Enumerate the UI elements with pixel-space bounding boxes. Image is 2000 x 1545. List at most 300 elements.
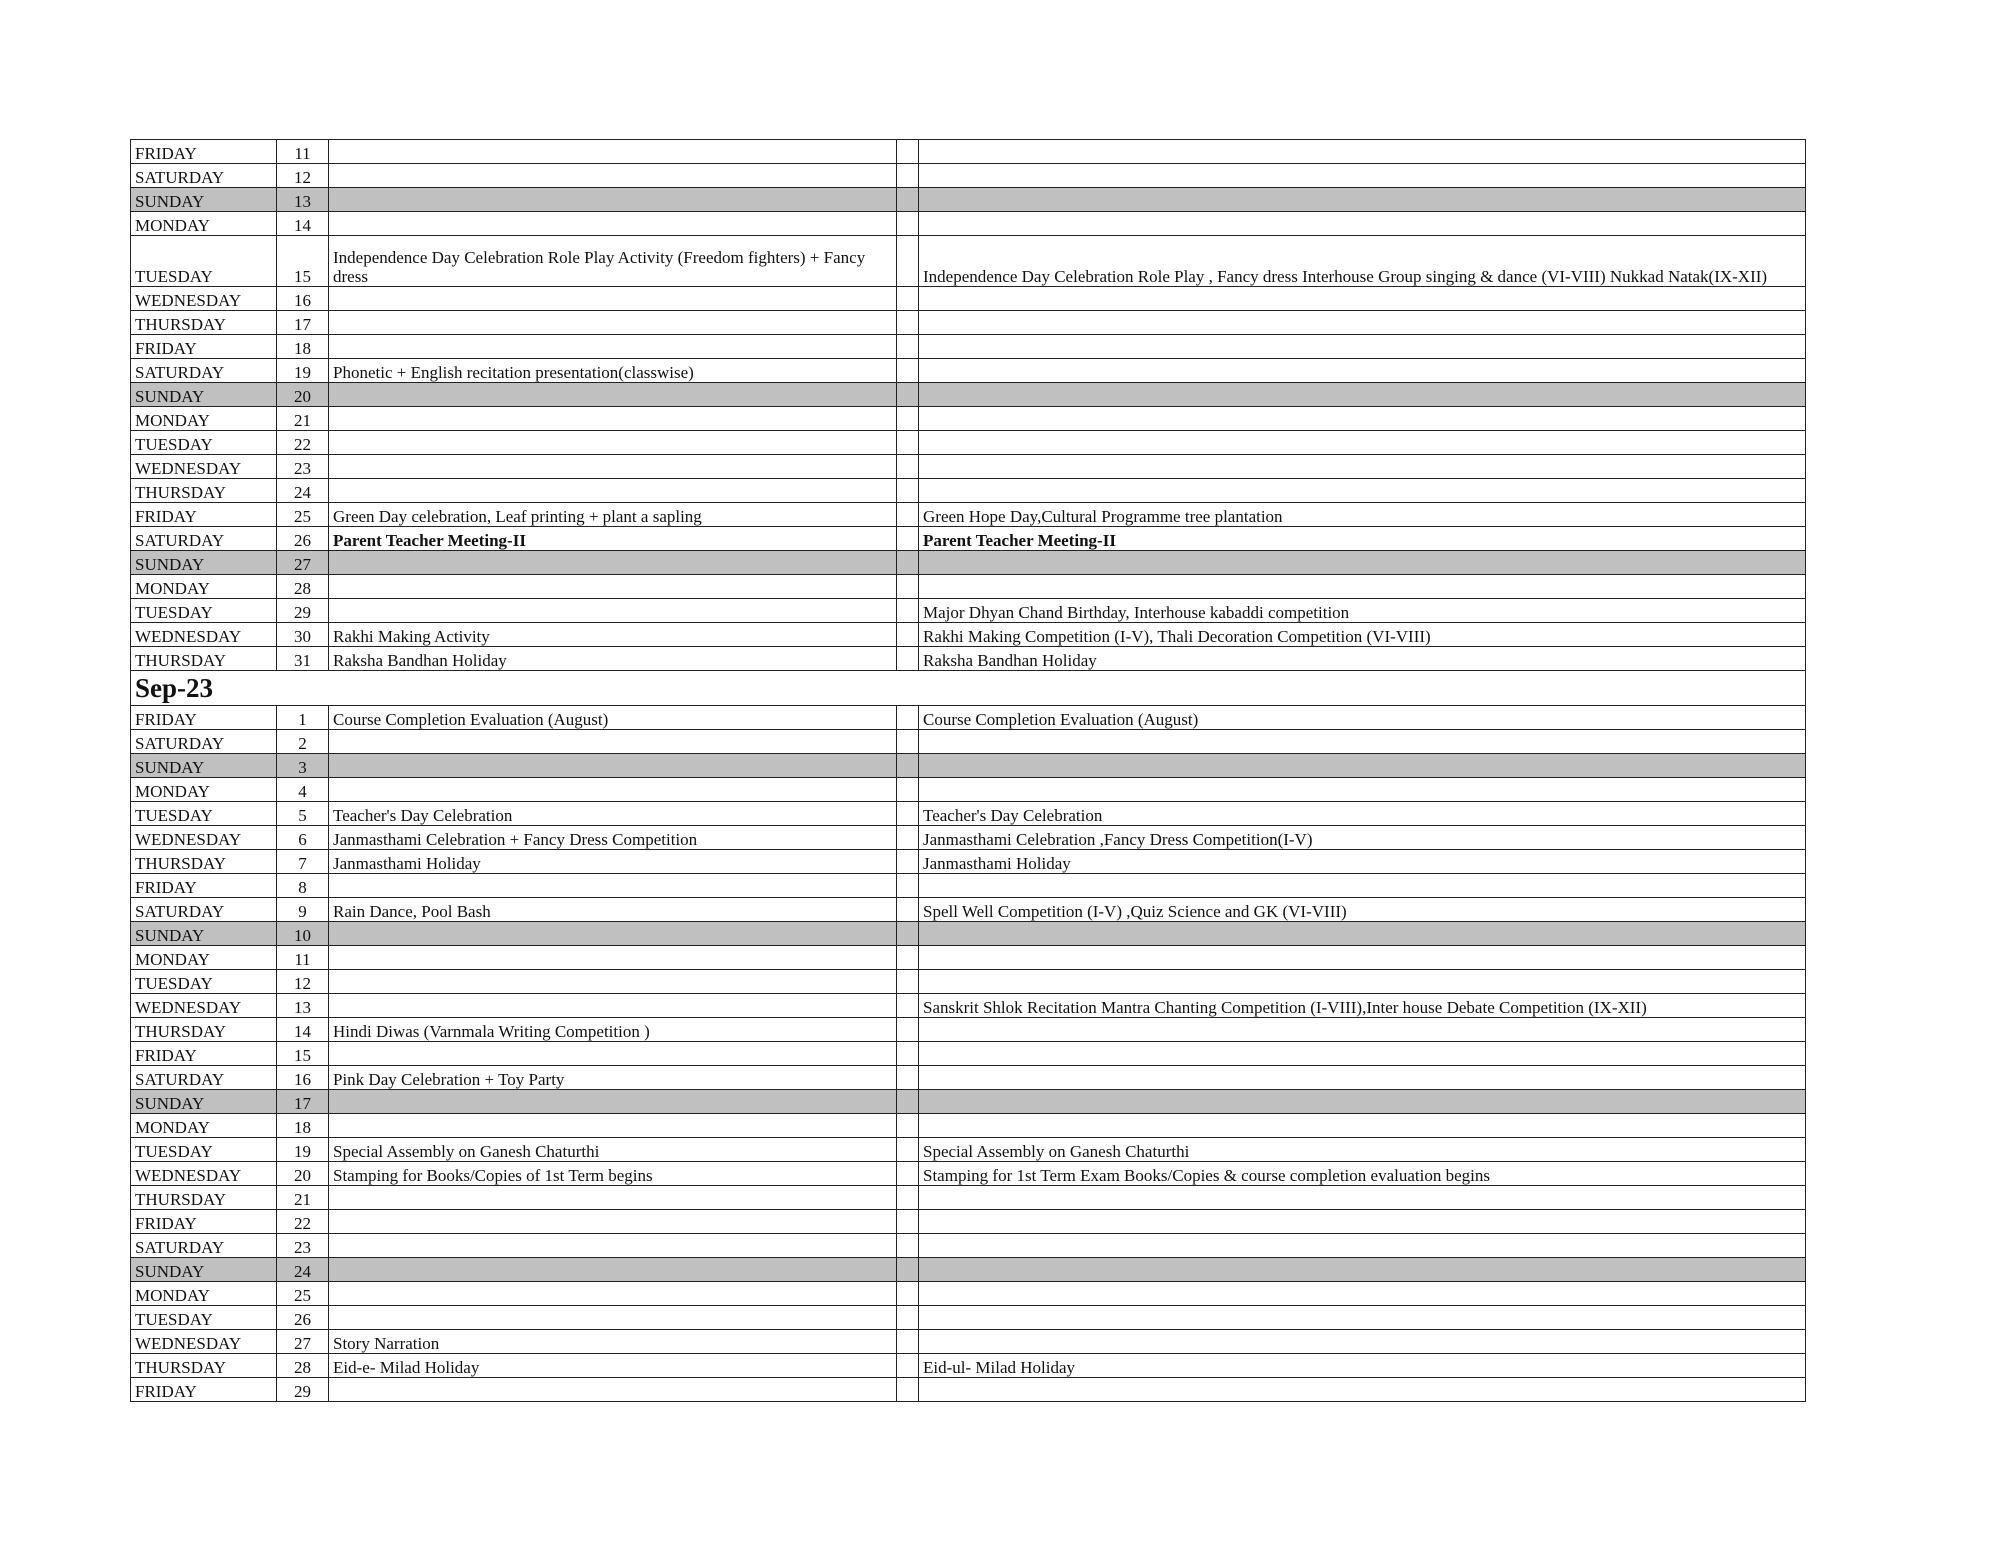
day-cell: FRIDAY <box>131 140 277 164</box>
spacer-cell <box>897 706 919 730</box>
day-cell: SATURDAY <box>131 898 277 922</box>
date-cell: 22 <box>277 431 329 455</box>
spacer-cell <box>897 1306 919 1330</box>
date-cell: 16 <box>277 287 329 311</box>
calendar-row <box>131 1210 1806 1234</box>
pre-primary-activity-cell <box>329 575 897 599</box>
date-cell: 25 <box>277 1282 329 1306</box>
senior-activity-cell: Spell Well Competition (I-V) ,Quiz Science and GK (VI-VIII) <box>919 898 1806 922</box>
spacer-cell <box>897 1090 919 1114</box>
senior-activity-cell <box>919 1330 1806 1354</box>
spacer-cell <box>897 922 919 946</box>
senior-activity-cell <box>919 1042 1806 1066</box>
pre-primary-activity-cell <box>329 431 897 455</box>
calendar-table <box>130 139 1806 1402</box>
senior-activity-cell <box>919 1282 1806 1306</box>
month-header-row <box>131 671 1806 706</box>
pre-primary-activity-cell <box>329 551 897 575</box>
date-cell: 12 <box>277 970 329 994</box>
calendar-row <box>131 1138 1806 1162</box>
senior-activity-cell <box>919 188 1806 212</box>
day-cell: MONDAY <box>131 407 277 431</box>
date-cell: 26 <box>277 527 329 551</box>
pre-primary-activity-cell: Stamping for Books/Copies of 1st Term begins <box>329 1162 897 1186</box>
date-cell: 3 <box>277 754 329 778</box>
senior-activity-cell: Teacher's Day Celebration <box>919 802 1806 826</box>
calendar-row <box>131 826 1806 850</box>
day-cell: FRIDAY <box>131 1210 277 1234</box>
calendar-row <box>131 970 1806 994</box>
calendar-row <box>131 140 1806 164</box>
pre-primary-activity-cell: Hindi Diwas (Varnmala Writing Competition ) <box>329 1018 897 1042</box>
calendar-row <box>131 599 1806 623</box>
day-cell: FRIDAY <box>131 706 277 730</box>
spacer-cell <box>897 431 919 455</box>
pre-primary-activity-cell <box>329 994 897 1018</box>
date-cell: 13 <box>277 994 329 1018</box>
senior-activity-cell <box>919 1114 1806 1138</box>
calendar-row <box>131 551 1806 575</box>
day-cell: SUNDAY <box>131 383 277 407</box>
calendar-row <box>131 311 1806 335</box>
spacer-cell <box>897 1330 919 1354</box>
day-cell: WEDNESDAY <box>131 994 277 1018</box>
calendar-row <box>131 1090 1806 1114</box>
day-cell: SATURDAY <box>131 730 277 754</box>
date-cell: 18 <box>277 335 329 359</box>
senior-activity-cell: Special Assembly on Ganesh Chaturthi <box>919 1138 1806 1162</box>
date-cell: 26 <box>277 1306 329 1330</box>
calendar-row <box>131 455 1806 479</box>
date-cell: 28 <box>277 1354 329 1378</box>
calendar-row <box>131 575 1806 599</box>
day-cell: SUNDAY <box>131 922 277 946</box>
spacer-cell <box>897 898 919 922</box>
date-cell: 10 <box>277 922 329 946</box>
pre-primary-activity-cell <box>329 407 897 431</box>
calendar-row <box>131 898 1806 922</box>
senior-activity-cell <box>919 874 1806 898</box>
day-cell: FRIDAY <box>131 335 277 359</box>
calendar-row <box>131 1042 1806 1066</box>
calendar-row <box>131 1330 1806 1354</box>
calendar-row <box>131 850 1806 874</box>
day-cell: SATURDAY <box>131 527 277 551</box>
day-cell: SATURDAY <box>131 359 277 383</box>
pre-primary-activity-cell: Independence Day Celebration Role Play Activity (Freedom fighters) + Fancy dress <box>329 236 897 287</box>
date-cell: 13 <box>277 188 329 212</box>
pre-primary-activity-cell <box>329 778 897 802</box>
date-cell: 18 <box>277 1114 329 1138</box>
date-cell: 8 <box>277 874 329 898</box>
calendar-row <box>131 647 1806 671</box>
day-cell: MONDAY <box>131 1282 277 1306</box>
pre-primary-activity-cell: Green Day celebration, Leaf printing + plant a sapling <box>329 503 897 527</box>
calendar-row <box>131 706 1806 730</box>
day-cell: MONDAY <box>131 946 277 970</box>
spacer-cell <box>897 1066 919 1090</box>
senior-activity-cell: Stamping for 1st Term Exam Books/Copies & course completion evaluation begins <box>919 1162 1806 1186</box>
day-cell: TUESDAY <box>131 236 277 287</box>
calendar-row <box>131 623 1806 647</box>
spacer-cell <box>897 1186 919 1210</box>
day-cell: TUESDAY <box>131 802 277 826</box>
day-cell: SUNDAY <box>131 551 277 575</box>
pre-primary-activity-cell: Story Narration <box>329 1330 897 1354</box>
senior-activity-cell <box>919 778 1806 802</box>
senior-activity-cell <box>919 1210 1806 1234</box>
calendar-row <box>131 383 1806 407</box>
pre-primary-activity-cell <box>329 946 897 970</box>
date-cell: 31 <box>277 647 329 671</box>
day-cell: FRIDAY <box>131 503 277 527</box>
senior-activity-cell <box>919 383 1806 407</box>
pre-primary-activity-cell: Course Completion Evaluation (August) <box>329 706 897 730</box>
spacer-cell <box>897 311 919 335</box>
pre-primary-activity-cell <box>329 140 897 164</box>
spacer-cell <box>897 335 919 359</box>
pre-primary-activity-cell <box>329 1042 897 1066</box>
day-cell: WEDNESDAY <box>131 826 277 850</box>
senior-activity-cell <box>919 407 1806 431</box>
senior-activity-cell <box>919 212 1806 236</box>
spacer-cell <box>897 647 919 671</box>
day-cell: TUESDAY <box>131 1306 277 1330</box>
date-cell: 15 <box>277 1042 329 1066</box>
senior-activity-cell: Janmasthami Celebration ,Fancy Dress Competition(I-V) <box>919 826 1806 850</box>
spacer-cell <box>897 970 919 994</box>
date-cell: 19 <box>277 359 329 383</box>
calendar-row <box>131 503 1806 527</box>
day-cell: SUNDAY <box>131 1258 277 1282</box>
pre-primary-activity-cell <box>329 287 897 311</box>
pre-primary-activity-cell: Janmasthami Celebration + Fancy Dress Competition <box>329 826 897 850</box>
spacer-cell <box>897 383 919 407</box>
spacer-cell <box>897 946 919 970</box>
pre-primary-activity-cell <box>329 164 897 188</box>
senior-activity-cell: Rakhi Making Competition (I-V), Thali Decoration Competition (VI-VIII) <box>919 623 1806 647</box>
calendar-row <box>131 1186 1806 1210</box>
date-cell: 4 <box>277 778 329 802</box>
date-cell: 5 <box>277 802 329 826</box>
pre-primary-activity-cell <box>329 212 897 236</box>
senior-activity-cell: Course Completion Evaluation (August) <box>919 706 1806 730</box>
date-cell: 19 <box>277 1138 329 1162</box>
spacer-cell <box>897 1354 919 1378</box>
calendar-row <box>131 527 1806 551</box>
senior-activity-cell <box>919 754 1806 778</box>
spacer-cell <box>897 407 919 431</box>
senior-activity-cell <box>919 1306 1806 1330</box>
date-cell: 2 <box>277 730 329 754</box>
spacer-cell <box>897 754 919 778</box>
pre-primary-activity-cell <box>329 599 897 623</box>
day-cell: SATURDAY <box>131 1234 277 1258</box>
spacer-cell <box>897 994 919 1018</box>
calendar-row <box>131 946 1806 970</box>
calendar-row <box>131 778 1806 802</box>
day-cell: THURSDAY <box>131 1186 277 1210</box>
spacer-cell <box>897 1234 919 1258</box>
date-cell: 24 <box>277 479 329 503</box>
spacer-cell <box>897 1114 919 1138</box>
senior-activity-cell <box>919 164 1806 188</box>
day-cell: SUNDAY <box>131 188 277 212</box>
senior-activity-cell <box>919 1378 1806 1402</box>
date-cell: 14 <box>277 1018 329 1042</box>
pre-primary-activity-cell <box>329 922 897 946</box>
date-cell: 12 <box>277 164 329 188</box>
spacer-cell <box>897 164 919 188</box>
date-cell: 17 <box>277 1090 329 1114</box>
date-cell: 23 <box>277 455 329 479</box>
spacer-cell <box>897 778 919 802</box>
date-cell: 29 <box>277 1378 329 1402</box>
pre-primary-activity-cell: Janmasthami Holiday <box>329 850 897 874</box>
spacer-cell <box>897 1138 919 1162</box>
day-cell: TUESDAY <box>131 431 277 455</box>
date-cell: 27 <box>277 551 329 575</box>
day-cell: THURSDAY <box>131 311 277 335</box>
spacer-cell <box>897 1162 919 1186</box>
senior-activity-cell: Independence Day Celebration Role Play , Fancy dress Interhouse Group singing & dance (VI-VIII) Nukkad Natak(IX-XII) <box>919 236 1806 287</box>
day-cell: TUESDAY <box>131 599 277 623</box>
date-cell: 22 <box>277 1210 329 1234</box>
spacer-cell <box>897 1378 919 1402</box>
pre-primary-activity-cell <box>329 383 897 407</box>
senior-activity-cell <box>919 1066 1806 1090</box>
day-cell: SATURDAY <box>131 164 277 188</box>
senior-activity-cell <box>919 1258 1806 1282</box>
date-cell: 25 <box>277 503 329 527</box>
calendar-row <box>131 359 1806 383</box>
senior-activity-cell <box>919 140 1806 164</box>
pre-primary-activity-cell <box>329 311 897 335</box>
day-cell: THURSDAY <box>131 479 277 503</box>
senior-activity-cell <box>919 730 1806 754</box>
calendar-row <box>131 994 1806 1018</box>
senior-activity-cell <box>919 1090 1806 1114</box>
spacer-cell <box>897 850 919 874</box>
day-cell: SATURDAY <box>131 1066 277 1090</box>
spacer-cell <box>897 287 919 311</box>
calendar-row <box>131 1234 1806 1258</box>
calendar-row <box>131 1162 1806 1186</box>
calendar-body <box>131 140 1806 1402</box>
calendar-row <box>131 188 1806 212</box>
spacer-cell <box>897 730 919 754</box>
senior-activity-cell <box>919 1186 1806 1210</box>
pre-primary-activity-cell: Eid-e- Milad Holiday <box>329 1354 897 1378</box>
calendar-row <box>131 1354 1806 1378</box>
pre-primary-activity-cell <box>329 730 897 754</box>
pre-primary-activity-cell: Pink Day Celebration + Toy Party <box>329 1066 897 1090</box>
spacer-cell <box>897 479 919 503</box>
calendar-row <box>131 164 1806 188</box>
day-cell: MONDAY <box>131 1114 277 1138</box>
date-cell: 24 <box>277 1258 329 1282</box>
pre-primary-activity-cell <box>329 455 897 479</box>
pre-primary-activity-cell <box>329 1306 897 1330</box>
date-cell: 17 <box>277 311 329 335</box>
pre-primary-activity-cell <box>329 1258 897 1282</box>
date-cell: 9 <box>277 898 329 922</box>
senior-activity-cell <box>919 922 1806 946</box>
date-cell: 14 <box>277 212 329 236</box>
pre-primary-activity-cell <box>329 335 897 359</box>
date-cell: 21 <box>277 407 329 431</box>
spacer-cell <box>897 623 919 647</box>
day-cell: THURSDAY <box>131 1018 277 1042</box>
day-cell: MONDAY <box>131 212 277 236</box>
day-cell: TUESDAY <box>131 970 277 994</box>
senior-activity-cell <box>919 359 1806 383</box>
senior-activity-cell: Janmasthami Holiday <box>919 850 1806 874</box>
senior-activity-cell <box>919 970 1806 994</box>
date-cell: 21 <box>277 1186 329 1210</box>
spacer-cell <box>897 1282 919 1306</box>
pre-primary-activity-cell <box>329 1378 897 1402</box>
pre-primary-activity-cell: Rakhi Making Activity <box>329 623 897 647</box>
pre-primary-activity-cell: Special Assembly on Ganesh Chaturthi <box>329 1138 897 1162</box>
day-cell: THURSDAY <box>131 647 277 671</box>
pre-primary-activity-cell <box>329 1210 897 1234</box>
day-cell: FRIDAY <box>131 874 277 898</box>
calendar-row <box>131 1066 1806 1090</box>
calendar-row <box>131 1378 1806 1402</box>
date-cell: 6 <box>277 826 329 850</box>
calendar-row <box>131 922 1806 946</box>
pre-primary-activity-cell <box>329 754 897 778</box>
calendar-row <box>131 730 1806 754</box>
spacer-cell <box>897 236 919 287</box>
pre-primary-activity-cell <box>329 1186 897 1210</box>
senior-activity-cell: Parent Teacher Meeting-II <box>919 527 1806 551</box>
date-cell: 16 <box>277 1066 329 1090</box>
day-cell: SUNDAY <box>131 754 277 778</box>
calendar-row <box>131 335 1806 359</box>
pre-primary-activity-cell <box>329 874 897 898</box>
calendar-row <box>131 407 1806 431</box>
pre-primary-activity-cell: Raksha Bandhan Holiday <box>329 647 897 671</box>
calendar-row <box>131 479 1806 503</box>
date-cell: 28 <box>277 575 329 599</box>
calendar-row <box>131 287 1806 311</box>
spacer-cell <box>897 874 919 898</box>
spacer-cell <box>897 802 919 826</box>
pre-primary-activity-cell <box>329 1282 897 1306</box>
pre-primary-activity-cell <box>329 1234 897 1258</box>
calendar-row <box>131 1018 1806 1042</box>
senior-activity-cell <box>919 287 1806 311</box>
calendar-row <box>131 754 1806 778</box>
spacer-cell <box>897 1018 919 1042</box>
senior-activity-cell: Green Hope Day,Cultural Programme tree plantation <box>919 503 1806 527</box>
day-cell: THURSDAY <box>131 850 277 874</box>
senior-activity-cell <box>919 946 1806 970</box>
date-cell: 20 <box>277 383 329 407</box>
calendar-row <box>131 1306 1806 1330</box>
senior-activity-cell: Raksha Bandhan Holiday <box>919 647 1806 671</box>
day-cell: MONDAY <box>131 575 277 599</box>
senior-activity-cell <box>919 551 1806 575</box>
day-cell: WEDNESDAY <box>131 623 277 647</box>
spacer-cell <box>897 575 919 599</box>
senior-activity-cell <box>919 1018 1806 1042</box>
spacer-cell <box>897 826 919 850</box>
spacer-cell <box>897 212 919 236</box>
pre-primary-activity-cell: Teacher's Day Celebration <box>329 802 897 826</box>
date-cell: 15 <box>277 236 329 287</box>
pre-primary-activity-cell: Phonetic + English recitation presentation(classwise) <box>329 359 897 383</box>
senior-activity-cell <box>919 575 1806 599</box>
senior-activity-cell: Sanskrit Shlok Recitation Mantra Chanting Competition (I-VIII),Inter house Debate Competition (IX-XII) <box>919 994 1806 1018</box>
spacer-cell <box>897 1210 919 1234</box>
date-cell: 11 <box>277 140 329 164</box>
spacer-cell <box>897 551 919 575</box>
senior-activity-cell <box>919 431 1806 455</box>
day-cell: WEDNESDAY <box>131 287 277 311</box>
calendar-row <box>131 1258 1806 1282</box>
day-cell: FRIDAY <box>131 1042 277 1066</box>
pre-primary-activity-cell <box>329 479 897 503</box>
senior-activity-cell <box>919 455 1806 479</box>
date-cell: 20 <box>277 1162 329 1186</box>
date-cell: 30 <box>277 623 329 647</box>
day-cell: FRIDAY <box>131 1378 277 1402</box>
spacer-cell <box>897 359 919 383</box>
pre-primary-activity-cell: Parent Teacher Meeting-II <box>329 527 897 551</box>
senior-activity-cell <box>919 311 1806 335</box>
senior-activity-cell <box>919 479 1806 503</box>
day-cell: WEDNESDAY <box>131 455 277 479</box>
pre-primary-activity-cell <box>329 188 897 212</box>
day-cell: WEDNESDAY <box>131 1162 277 1186</box>
pre-primary-activity-cell <box>329 1114 897 1138</box>
calendar-row <box>131 431 1806 455</box>
day-cell: TUESDAY <box>131 1138 277 1162</box>
senior-activity-cell <box>919 335 1806 359</box>
day-cell: WEDNESDAY <box>131 1330 277 1354</box>
spacer-cell <box>897 599 919 623</box>
date-cell: 23 <box>277 1234 329 1258</box>
day-cell: MONDAY <box>131 778 277 802</box>
calendar-row <box>131 212 1806 236</box>
pre-primary-activity-cell: Rain Dance, Pool Bash <box>329 898 897 922</box>
calendar-row <box>131 236 1806 287</box>
spacer-cell <box>897 188 919 212</box>
senior-activity-cell <box>919 1234 1806 1258</box>
pre-primary-activity-cell <box>329 970 897 994</box>
spacer-cell <box>897 1258 919 1282</box>
senior-activity-cell: Eid-ul- Milad Holiday <box>919 1354 1806 1378</box>
spacer-cell <box>897 503 919 527</box>
day-cell: SUNDAY <box>131 1090 277 1114</box>
spacer-cell <box>897 455 919 479</box>
date-cell: 1 <box>277 706 329 730</box>
date-cell: 11 <box>277 946 329 970</box>
date-cell: 29 <box>277 599 329 623</box>
day-cell: THURSDAY <box>131 1354 277 1378</box>
calendar-row <box>131 802 1806 826</box>
calendar-row <box>131 1282 1806 1306</box>
calendar-row <box>131 1114 1806 1138</box>
month-header: Sep-23 <box>131 671 1806 706</box>
pre-primary-activity-cell <box>329 1090 897 1114</box>
spacer-cell <box>897 140 919 164</box>
spacer-cell <box>897 1042 919 1066</box>
date-cell: 7 <box>277 850 329 874</box>
